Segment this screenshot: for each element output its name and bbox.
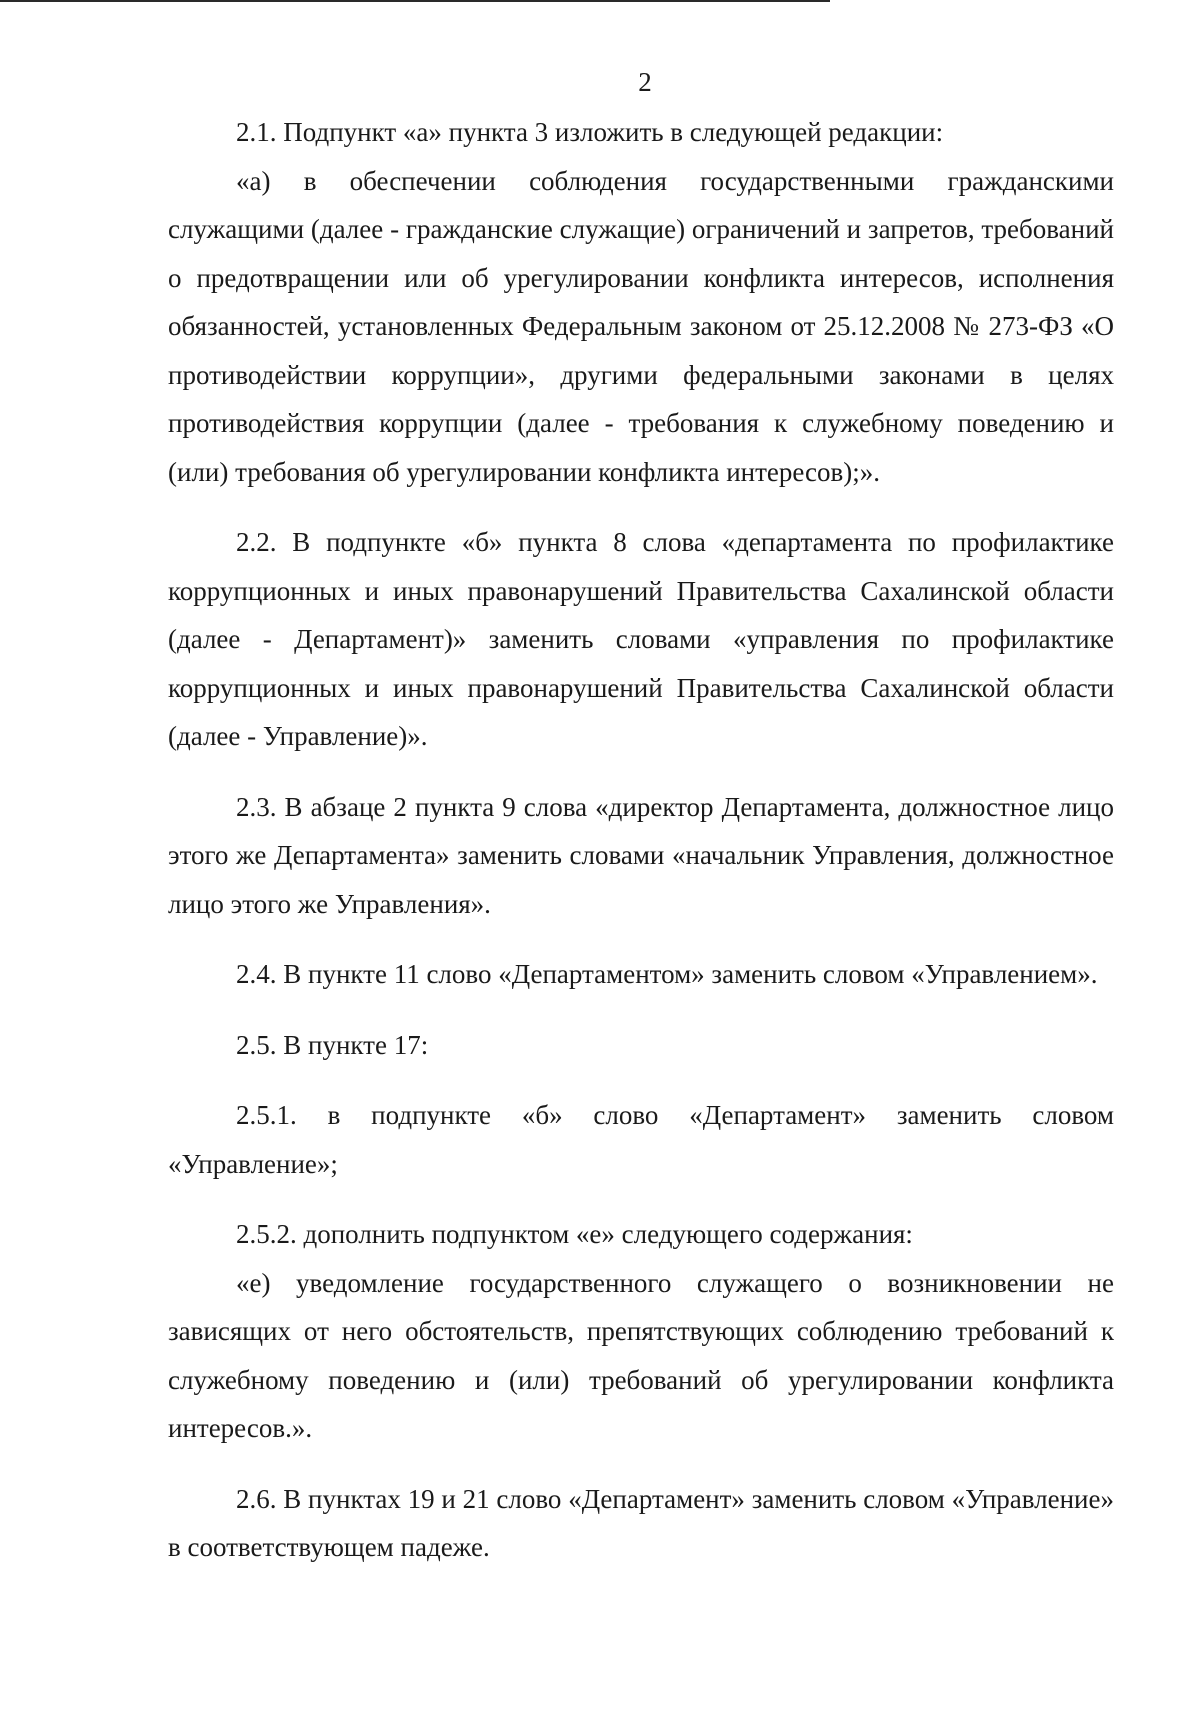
paragraph-2-5-2-e: «е) уведомление государственного служащего о возникновении не зависящих от него обстоятельств, препятствующих соблюдению требований к служебному поведению и (или) требований об урегулировании конфликта интересов.». [168,1267,1114,1443]
paragraph-2-6: 2.6. В пунктах 19 и 21 слово «Департамент» заменить словом «Управление» в соответствующем падеже. [168,1483,1114,1562]
paragraph-2-3: 2.3. В абзаце 2 пункта 9 слова «директор Департамента, должностное лицо этого же Департамента» заменить словами «начальник Управления, должностное лицо этого же Управления». [168,791,1114,919]
paragraph-2-4: 2.4. В пункте 11 слово «Департаментом» заменить словом «Управлением». [236,959,1098,989]
paragraph-2-1: 2.1. Подпункт «а» пункта 3 изложить в следующей редакции: [236,117,944,147]
paragraph-2-5: 2.5. В пункте 17: [236,1029,429,1060]
paragraph-2-5-2: 2.5.2. дополнить подпунктом «е» следующего содержания: [236,1219,913,1249]
scan-top-rule [0,0,830,2]
paragraph-2-5-1: 2.5.1. в подпункте «б» слово «Департамент» заменить словом «Управление»; [168,1100,1114,1179]
paragraph-2-1-a: «а) в обеспечении соблюдения государственными гражданскими служащими (далее - гражданские служащие) ограничений и запретов, требований о предотвращении или об урегулировании конфликта интересов, исполнения обязанностей, установленных Федеральным законом от 25.12.2008 № 273-ФЗ «О противодействии коррупции», другими федеральными законами в целях противодействия коррупции (далее - требования к служебному поведению и (или) требования об урегулировании конфликта интересов);». [168,165,1114,487]
page-number: 2 [638,67,652,97]
document-body [168,108,1114,1572]
paragraph-2-2: 2.2. В подпункте «б» пункта 8 слова «департамента по профилактике коррупционных и иных правонарушений Правительства Сахалинской области (далее - Департамент)» заменить словами «управления по профилактике коррупционных и иных правонарушений Правительства Сахалинской области (далее - Управление)». [168,527,1114,751]
